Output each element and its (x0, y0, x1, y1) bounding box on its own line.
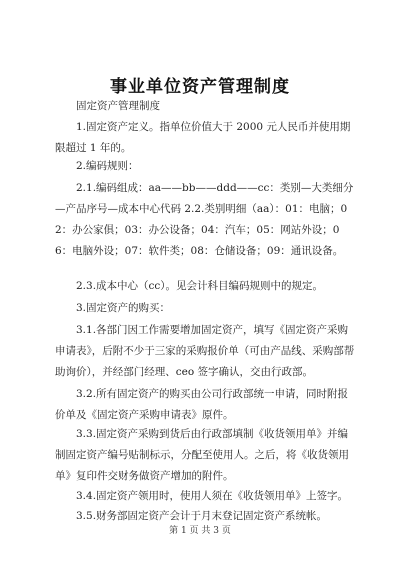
paragraph-3-1: 3.1.各部门因工作需要增加固定资产，填写《固定资产采购申请表》，后附不少于三家的采购报价单（可由产品线、采购部帮助询价），并经部门经理、ceo 签字确认，交由行政部。 (55, 324, 355, 378)
paragraph-3-2: 3.2.所有固定资产的购买由公司行政部统一申请，同时附报价单及《固定资产采购申请表》原件。 (55, 388, 349, 421)
paragraph-3-5: 3.5.财务部固定资产会计于月末登记固定资产系统帐。 (55, 510, 328, 522)
paragraph-3: 3.固定资产的购买： (55, 302, 171, 314)
paragraph-2: 2.编码规则： (55, 160, 139, 172)
paragraph-1: 1.固定资产定义。指单位价值大于 2000 元人民币并使用期限超过 1 年的。 (55, 121, 351, 154)
page-footer: 第 1 页 共 3 页 (169, 526, 231, 536)
paragraph-3-4: 3.4.固定资产领用时，使用人须在《收货领用单》上签字。 (55, 490, 349, 502)
page-title: 事业单位资产管理制度 (110, 77, 290, 97)
paragraph-3-3: 3.3.固定资产采购到货后由行政部填制《收货领用单》并编制固定资产编号贴制标示，分配至使用人。之后，将《收货领用单》复印件交财务做资产增加的附件。 (55, 428, 349, 482)
paragraph-2-3: 2.3.成本中心（cc）。见会计科目编码规则中的规定。 (55, 280, 324, 292)
paragraph-2-1: 2.1.编码组成：aa——bb——ddd——cc：类别—大类细分—产品序号—成本中心代码 2.2.类别明细（aa）：01：电脑；02：办公家俱；03：办公设备；04：汽车；05：网站外设；06：电脑外设；07：软件类；08：仓储设备；09：通讯设备。 (55, 182, 354, 257)
paragraph-heading: 固定资产管理制度 (55, 100, 160, 112)
